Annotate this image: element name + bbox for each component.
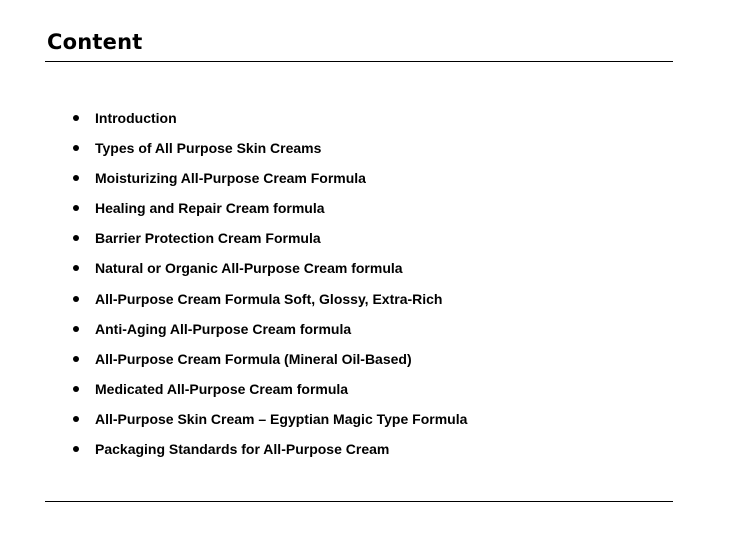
list-item-label: Introduction: [95, 110, 177, 126]
list-item-label: All-Purpose Cream Formula Soft, Glossy, Extra-Rich: [95, 290, 443, 307]
list-item-label: Healing and Repair Cream formula: [95, 200, 325, 217]
bullet-icon: [73, 115, 79, 121]
list-item: [70, 408, 467, 438]
bullet-icon: [73, 235, 79, 241]
page-title: Content: [47, 30, 143, 54]
list-item-label: Medicated All-Purpose Cream formula: [95, 380, 349, 397]
list-item-label: Types of All Purpose Skin Creams: [95, 140, 322, 157]
bullet-icon: [73, 265, 79, 271]
list-item: [70, 197, 467, 227]
list-item-label: All-Purpose Skin Cream – Egyptian Magic Type Formula: [95, 410, 468, 427]
list-item-label: Natural or Organic All-Purpose Cream formula: [95, 260, 403, 277]
list-item-label: Barrier Protection Cream Formula: [95, 230, 321, 247]
list-item: [70, 167, 467, 197]
list-item: [70, 288, 467, 318]
bullet-icon: [73, 205, 79, 211]
bullet-icon: [73, 296, 79, 302]
list-item: [70, 348, 467, 378]
list-item-label: Packaging Standards for All-Purpose Cream: [95, 441, 390, 458]
bullet-icon: [73, 326, 79, 332]
bullet-icon: [73, 446, 79, 452]
list-item: [70, 378, 467, 408]
list-item-label: All-Purpose Cream Formula (Mineral Oil-Based): [95, 350, 412, 367]
bullet-icon: [73, 416, 79, 422]
bullet-icon: [73, 175, 79, 181]
footer-divider: [45, 501, 673, 502]
bullet-icon: [73, 356, 79, 362]
list-item: [70, 227, 467, 257]
list-item: [70, 318, 467, 348]
list-item-label: Moisturizing All-Purpose Cream Formula: [95, 170, 366, 187]
list-item-label: Anti-Aging All-Purpose Cream formula: [95, 320, 352, 337]
title-divider: [45, 61, 673, 62]
list-item: [70, 137, 467, 167]
bullet-icon: [73, 386, 79, 392]
list-item: [70, 107, 467, 137]
bullet-icon: [73, 145, 79, 151]
contents-list: [70, 107, 467, 468]
list-item: [70, 438, 467, 468]
list-item: [70, 257, 467, 287]
